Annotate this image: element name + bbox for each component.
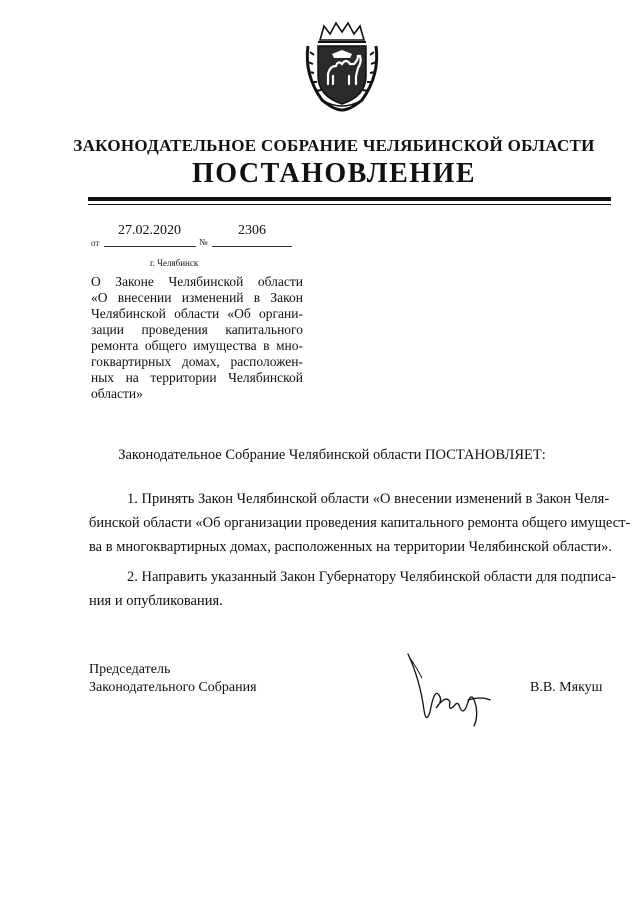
subject-line: гоквартирных домах, расположен- (91, 354, 303, 369)
date-prefix: от (91, 238, 100, 248)
subject-block (91, 274, 303, 402)
signatory-title-line: Председатель (89, 662, 171, 677)
item-2-line: 2. Направить указанный Закон Губернатору Челябинской области для подписа- (127, 569, 617, 585)
item-1-paragraph (89, 487, 631, 559)
item-1-line: бинской области «Об организации проведения капитального ремонта общего имущест- (89, 515, 631, 531)
organization-title: ЗАКОНОДАТЕЛЬНОЕ СОБРАНИЕ ЧЕЛЯБИНСКОЙ ОБЛАСТИ (73, 136, 595, 155)
item-1-line: 1. Принять Закон Челябинской области «О внесении изменений в Закон Челя- (127, 491, 610, 507)
subject-line: «О внесении изменений в Закон (91, 290, 303, 305)
signatory-title-line: Законодательного Собрания (89, 680, 257, 695)
item-2-line: ния и опубликования. (89, 593, 223, 609)
document-type-heading: ПОСТАНОВЛЕНИЕ (191, 158, 477, 189)
number-prefix: № (199, 237, 208, 247)
subject-line: О Законе Челябинской области (91, 274, 303, 289)
item-1-line: ва в многоквартирных домах, расположенных на территории Челябинской области». (89, 539, 612, 555)
item-2-paragraph (89, 565, 617, 613)
header-rule-thin (88, 204, 611, 205)
subject-line: зации проведения капитального (91, 322, 303, 337)
number-underline (212, 246, 292, 247)
document-date: 27.02.2020 (118, 223, 181, 238)
signatory-title (89, 661, 257, 697)
resolves-statement: Законодательное Собрание Челябинской области ПОСТАНОВЛЯЕТ: (118, 447, 546, 463)
document-number: 2306 (238, 223, 266, 238)
subject-line: Челябинской области «Об органи- (91, 306, 303, 321)
date-underline (104, 246, 196, 247)
subject-line: области» (91, 386, 143, 401)
subject-line: ремонта общего имущества в мно- (91, 338, 303, 353)
city-label: г. Челябинск (150, 258, 199, 268)
coat-of-arms-icon (302, 20, 382, 112)
handwritten-signature-icon (398, 650, 498, 730)
signatory-name: В.В. Мякуш (530, 680, 603, 695)
header-rule-thick (88, 197, 611, 201)
subject-line: ных на территории Челябинской (91, 370, 303, 385)
